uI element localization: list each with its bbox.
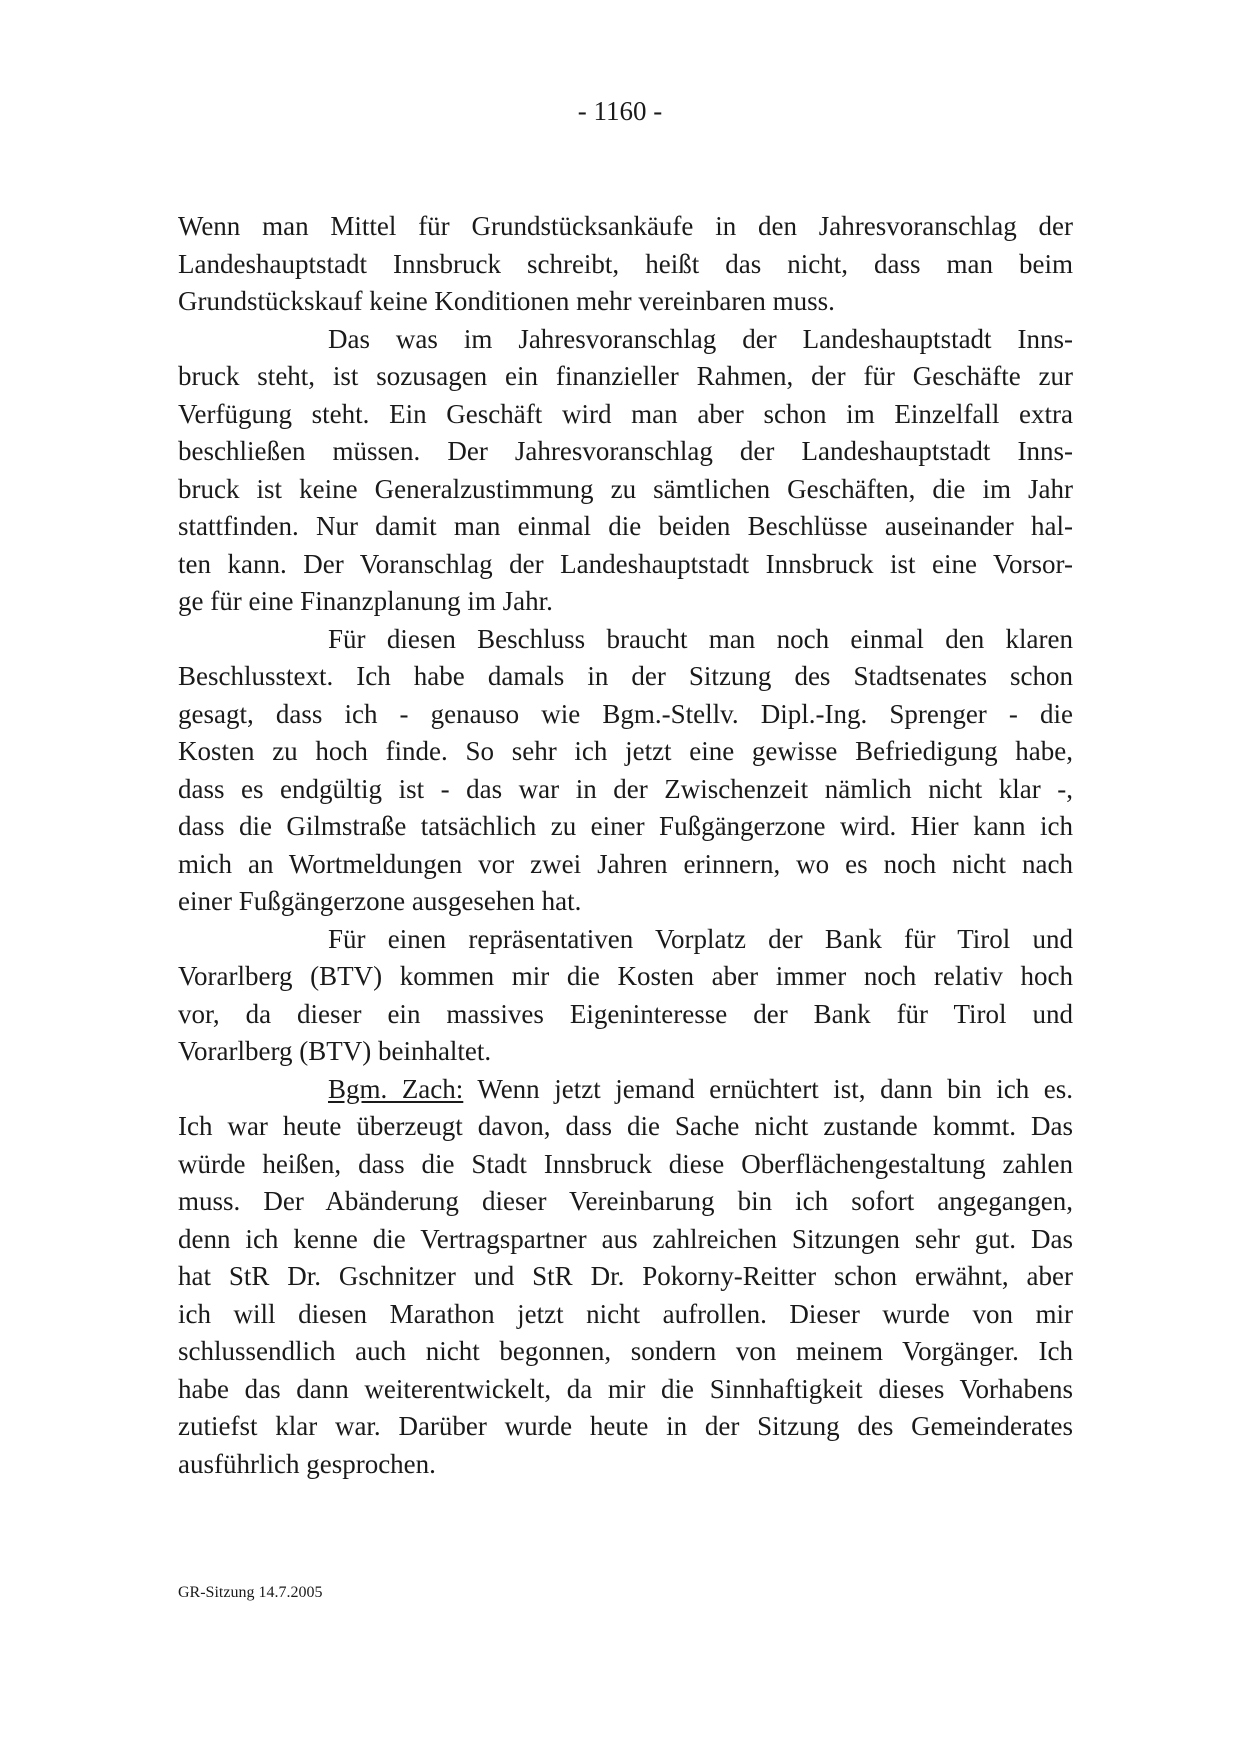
text-line: Wenn man Mittel für Grundstücksankäufe in den Jahresvoranschlag der: [178, 211, 1073, 241]
text-line: würde heißen, dass die Stadt Innsbruck diese Oberflächengestaltung zahlen: [178, 1148, 1073, 1179]
paragraph: [178, 1071, 1073, 1484]
text-line: bruck ist keine Generalzustimmung zu sämtlichen Geschäften, die im Jahr: [178, 473, 1073, 504]
page-number: - 1160 -: [577, 96, 663, 126]
speaker-name: Bgm. Zach:: [328, 1073, 464, 1104]
paragraph: [178, 208, 1073, 321]
text-line: Für einen repräsentativen Vorplatz der Bank für Tirol und: [328, 923, 1073, 954]
text-line: Kosten zu hoch finde. So sehr ich jetzt eine gewisse Befriedigung habe,: [178, 736, 1073, 766]
text-line: mich an Wortmeldungen vor zwei Jahren erinnern, wo es noch nicht nach: [178, 848, 1073, 879]
text-line: ten kann. Der Voranschlag der Landeshauptstadt Innsbruck ist eine Vorsor-: [178, 548, 1073, 579]
footer-label: GR-Sitzung 14.7.2005: [178, 1584, 323, 1601]
text-line: vor, da dieser ein massives Eigeninteresse der Bank für Tirol und: [178, 998, 1073, 1029]
text-line: einer Fußgängerzone ausgesehen hat.: [178, 886, 582, 916]
text-line: Vorarlberg (BTV) beinhaltet.: [178, 1036, 492, 1066]
text-line: [178, 1071, 1073, 1109]
text-line: beschließen müssen. Der Jahresvoranschlag der Landeshauptstadt Inns-: [178, 436, 1073, 466]
text-line: Ich war heute überzeugt davon, dass die Sache nicht zustande kommt. Das: [178, 1111, 1073, 1141]
text-line: Landeshauptstadt Innsbruck schreibt, heißt das nicht, dass man beim: [178, 248, 1073, 279]
text-line: dass es endgültig ist - das war in der Zwischenzeit nämlich nicht klar -,: [178, 773, 1073, 804]
paragraph: [178, 621, 1073, 921]
text-line: Grundstückskauf keine Konditionen mehr vereinbaren muss.: [178, 286, 835, 316]
text-line: bruck steht, ist sozusagen ein finanzieller Rahmen, der für Geschäfte zur: [178, 361, 1073, 391]
text-line: Das was im Jahresvoranschlag der Landeshauptstadt Inns-: [328, 323, 1073, 354]
text-line: muss. Der Abänderung dieser Vereinbarung bin ich sofort angegangen,: [178, 1186, 1073, 1216]
text-line: gesagt, dass ich - genauso wie Bgm.-Stellv. Dipl.-Ing. Sprenger - die: [178, 698, 1073, 729]
document-body: [178, 208, 1073, 1483]
text-line: Vorarlberg (BTV) kommen mir die Kosten aber immer noch relativ hoch: [178, 961, 1073, 991]
text-line: Für diesen Beschluss braucht man noch einmal den klaren: [328, 623, 1073, 654]
text-line: ge für eine Finanzplanung im Jahr.: [178, 586, 553, 616]
text-line: ich will diesen Marathon jetzt nicht aufrollen. Dieser wurde von mir: [178, 1298, 1073, 1329]
paragraph: [178, 321, 1073, 621]
text-line: schlussendlich auch nicht begonnen, sondern von meinem Vorgänger. Ich: [178, 1336, 1073, 1366]
speaker-statement: Wenn jetzt jemand ernüchtert ist, dann bin ich es.: [463, 1073, 1074, 1104]
text-line: zutiefst klar war. Darüber wurde heute in der Sitzung des Gemeinderates: [178, 1411, 1073, 1441]
text-line: hat StR Dr. Gschnitzer und StR Dr. Pokorny-Reitter schon erwähnt, aber: [178, 1261, 1073, 1291]
text-line: habe das dann weiterentwickelt, da mir die Sinnhaftigkeit dieses Vorhabens: [178, 1373, 1073, 1404]
text-line: ausführlich gesprochen.: [178, 1448, 436, 1479]
text-line: Beschlusstext. Ich habe damals in der Sitzung des Stadtsenates schon: [178, 661, 1073, 691]
text-line: dass die Gilmstraße tatsächlich zu einer Fußgängerzone wird. Hier kann ich: [178, 811, 1073, 841]
paragraph: [178, 921, 1073, 1071]
text-line: denn ich kenne die Vertragspartner aus zahlreichen Sitzungen sehr gut. Das: [178, 1223, 1073, 1254]
text-line: stattfinden. Nur damit man einmal die beiden Beschlüsse auseinander hal-: [178, 511, 1073, 541]
text-line: Verfügung steht. Ein Geschäft wird man aber schon im Einzelfall extra: [178, 398, 1073, 429]
